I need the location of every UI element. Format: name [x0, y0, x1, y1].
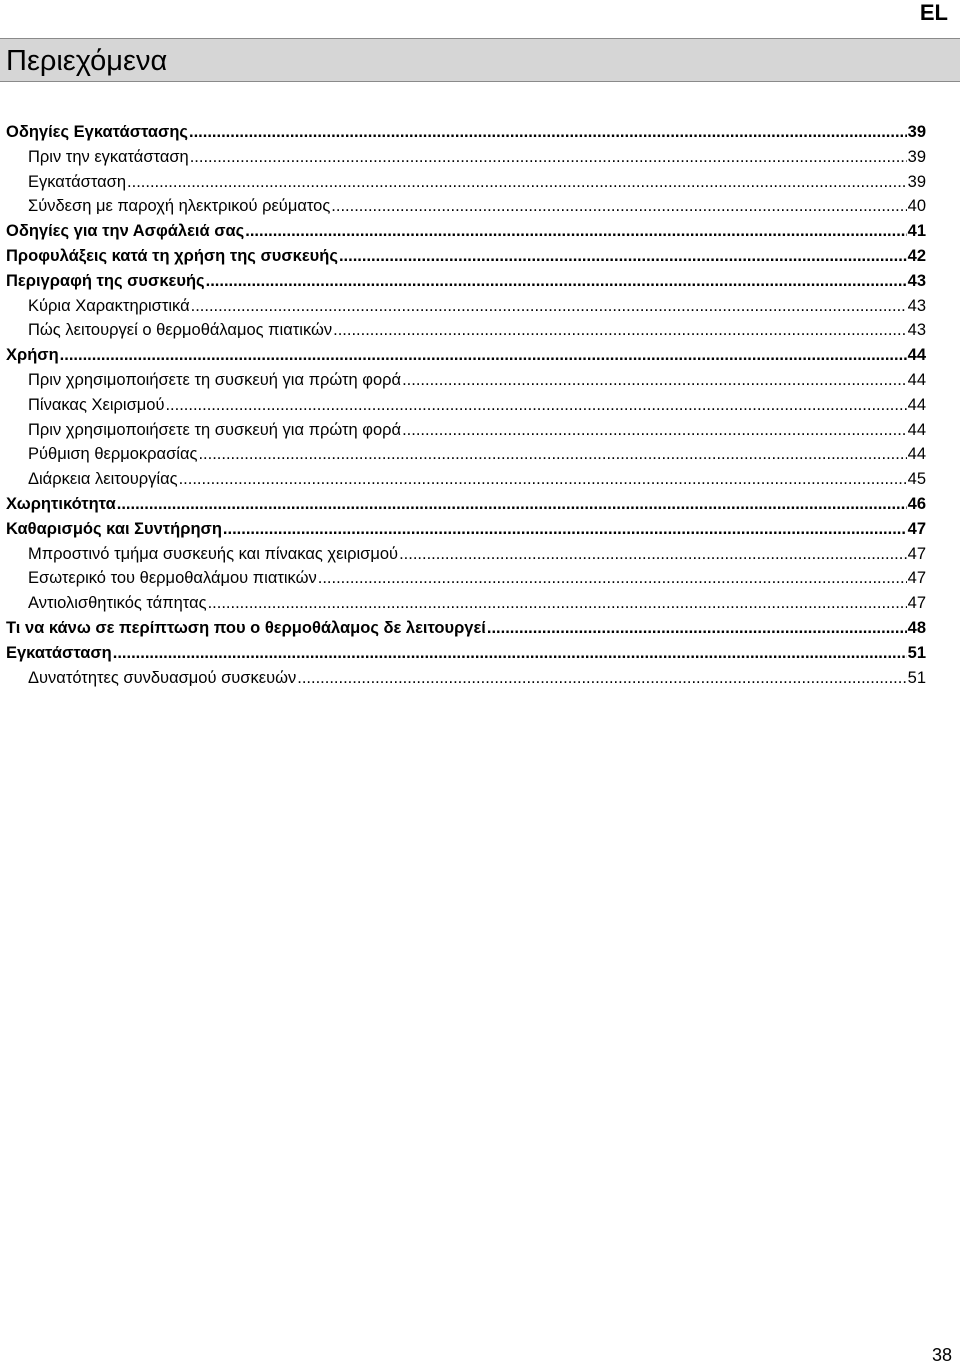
- toc-entry-subsection[interactable]: [6, 542, 926, 567]
- toc-entry-label: Πριν χρησιμοποιήσετε τη συσκευή για πρώτη φορά: [28, 420, 402, 439]
- toc-entry-page: 44: [907, 420, 926, 439]
- toc-entry-label: Εσωτερικό του θερμοθαλάμου πιατικών: [28, 569, 317, 588]
- toc-dot-leader: [60, 343, 907, 368]
- toc-dot-leader: [339, 244, 907, 269]
- toc-entry-subsection[interactable]: [6, 145, 926, 170]
- toc-entry-subsection[interactable]: [6, 591, 926, 616]
- page-title: Περιεχόμενα: [6, 45, 168, 77]
- toc-entry-page: 51: [907, 643, 926, 662]
- toc-entry-section[interactable]: [6, 269, 926, 294]
- toc-entry-label: Πίνακας Χειρισμού: [28, 395, 165, 414]
- toc-dot-leader: [245, 219, 906, 244]
- toc-entry-label: Καθαρισμός και Συντήρηση: [6, 519, 222, 538]
- toc-entry-label: Πριν χρησιμοποιήσετε τη συσκευή για πρώτη φορά: [28, 370, 402, 389]
- toc-entry-label: Περιγραφή της συσκευής: [6, 271, 205, 290]
- toc-entry-section[interactable]: [6, 641, 926, 666]
- toc-entry-label: Ρύθμιση θερμοκρασίας: [28, 445, 198, 464]
- toc-dot-leader: [399, 542, 907, 567]
- toc-entry-section[interactable]: [6, 343, 926, 368]
- toc-entry-page: 39: [907, 123, 926, 141]
- toc-entry-page: 45: [907, 470, 926, 489]
- toc-dot-leader: [127, 170, 907, 195]
- toc-entry-page: 39: [907, 172, 926, 191]
- toc-entry-label: Προφυλάξεις κατά τη χρήση της συσκευής: [6, 246, 338, 265]
- toc-entry-label: Δυνατότητες συνδυασμού συσκευών: [28, 668, 297, 687]
- toc-entry-subsection[interactable]: [6, 393, 926, 418]
- toc-entry-page: 44: [907, 445, 926, 464]
- toc-entry-section[interactable]: [6, 120, 926, 145]
- toc-entry-subsection[interactable]: [6, 566, 926, 591]
- toc-dot-leader: [402, 418, 907, 443]
- toc-entry-subsection[interactable]: [6, 318, 926, 343]
- toc-entry-page: 47: [907, 569, 926, 588]
- toc-dot-leader: [331, 194, 906, 219]
- toc-entry-page: 44: [907, 346, 926, 365]
- toc-entry-subsection[interactable]: [6, 467, 926, 492]
- toc-entry-page: 39: [907, 147, 926, 166]
- toc-entry-page: 43: [907, 296, 926, 315]
- toc-dot-leader: [333, 318, 907, 343]
- toc-entry-label: Χωρητικότητα: [6, 494, 116, 513]
- toc-entry-page: 40: [907, 197, 926, 216]
- toc-entry-section[interactable]: [6, 219, 926, 244]
- title-bar: [0, 38, 960, 82]
- toc-entry-label: Αντιολισθητικός τάπητας: [28, 594, 207, 613]
- toc-dot-leader: [189, 120, 907, 145]
- toc-entry-label: Σύνδεση με παροχή ηλεκτρικού ρεύματος: [28, 197, 331, 216]
- toc-dot-leader: [190, 145, 907, 170]
- toc-entry-page: 42: [907, 246, 926, 265]
- toc-entry-label: Εγκατάσταση: [6, 643, 112, 662]
- toc-entry-subsection[interactable]: [6, 170, 926, 195]
- toc-entry-label: Κύρια Χαρακτηριστικά: [28, 296, 190, 315]
- toc-entry-page: 41: [907, 222, 926, 241]
- toc-entry-page: 43: [907, 321, 926, 340]
- page-number: 38: [931, 1345, 952, 1365]
- toc-entry-label: Πριν την εγκατάσταση: [28, 147, 189, 166]
- toc-dot-leader: [208, 591, 907, 616]
- toc-dot-leader: [198, 442, 906, 467]
- toc-entry-page: 46: [907, 494, 926, 513]
- toc-entry-label: Εγκατάσταση: [28, 172, 127, 191]
- toc-dot-leader: [165, 393, 906, 418]
- toc-entry-subsection[interactable]: [6, 666, 926, 691]
- toc-entry-page: 48: [907, 618, 926, 637]
- toc-dot-leader: [113, 641, 907, 666]
- toc-dot-leader: [117, 492, 907, 517]
- toc-entry-section[interactable]: [6, 517, 926, 542]
- toc-entry-label: Πώς λειτουργεί ο θερμοθάλαμος πιατικών: [28, 321, 333, 340]
- toc-dot-leader: [297, 666, 906, 691]
- toc-dot-leader: [487, 616, 907, 641]
- table-of-contents: [6, 120, 926, 690]
- language-code: EL: [919, 0, 948, 25]
- toc-dot-leader: [223, 517, 907, 542]
- toc-entry-page: 43: [907, 271, 926, 290]
- toc-entry-page: 47: [907, 519, 926, 538]
- toc-entry-page: 47: [907, 594, 926, 613]
- toc-entry-section[interactable]: [6, 244, 926, 269]
- toc-dot-leader: [179, 467, 907, 492]
- toc-entry-subsection[interactable]: [6, 442, 926, 467]
- toc-entry-label: Διάρκεια λειτουργίας: [28, 470, 178, 489]
- toc-entry-page: 47: [907, 544, 926, 563]
- toc-entry-subsection[interactable]: [6, 294, 926, 319]
- toc-entry-label: Οδηγίες Εγκατάστασης: [6, 123, 188, 141]
- toc-dot-leader: [191, 294, 907, 319]
- toc-entry-label: Οδηγίες για την Ασφάλειά σας: [6, 222, 245, 241]
- toc-dot-leader: [206, 269, 907, 294]
- toc-entry-subsection[interactable]: [6, 418, 926, 443]
- toc-dot-leader: [402, 368, 907, 393]
- toc-entry-label: Τι να κάνω σε περίπτωση που ο θερμοθάλαμος δε λειτουργεί: [6, 618, 486, 637]
- toc-entry-section[interactable]: [6, 616, 926, 641]
- toc-entry-section[interactable]: [6, 492, 926, 517]
- toc-entry-page: 51: [907, 668, 926, 687]
- toc-entry-page: 44: [907, 395, 926, 414]
- toc-entry-subsection[interactable]: [6, 194, 926, 219]
- toc-dot-leader: [318, 566, 907, 591]
- toc-entry-page: 44: [907, 370, 926, 389]
- toc-entry-subsection[interactable]: [6, 368, 926, 393]
- toc-entry-label: Μπροστινό τμήμα συσκευής και πίνακας χειρισμού: [28, 544, 399, 563]
- toc-entry-label: Χρήση: [6, 346, 59, 365]
